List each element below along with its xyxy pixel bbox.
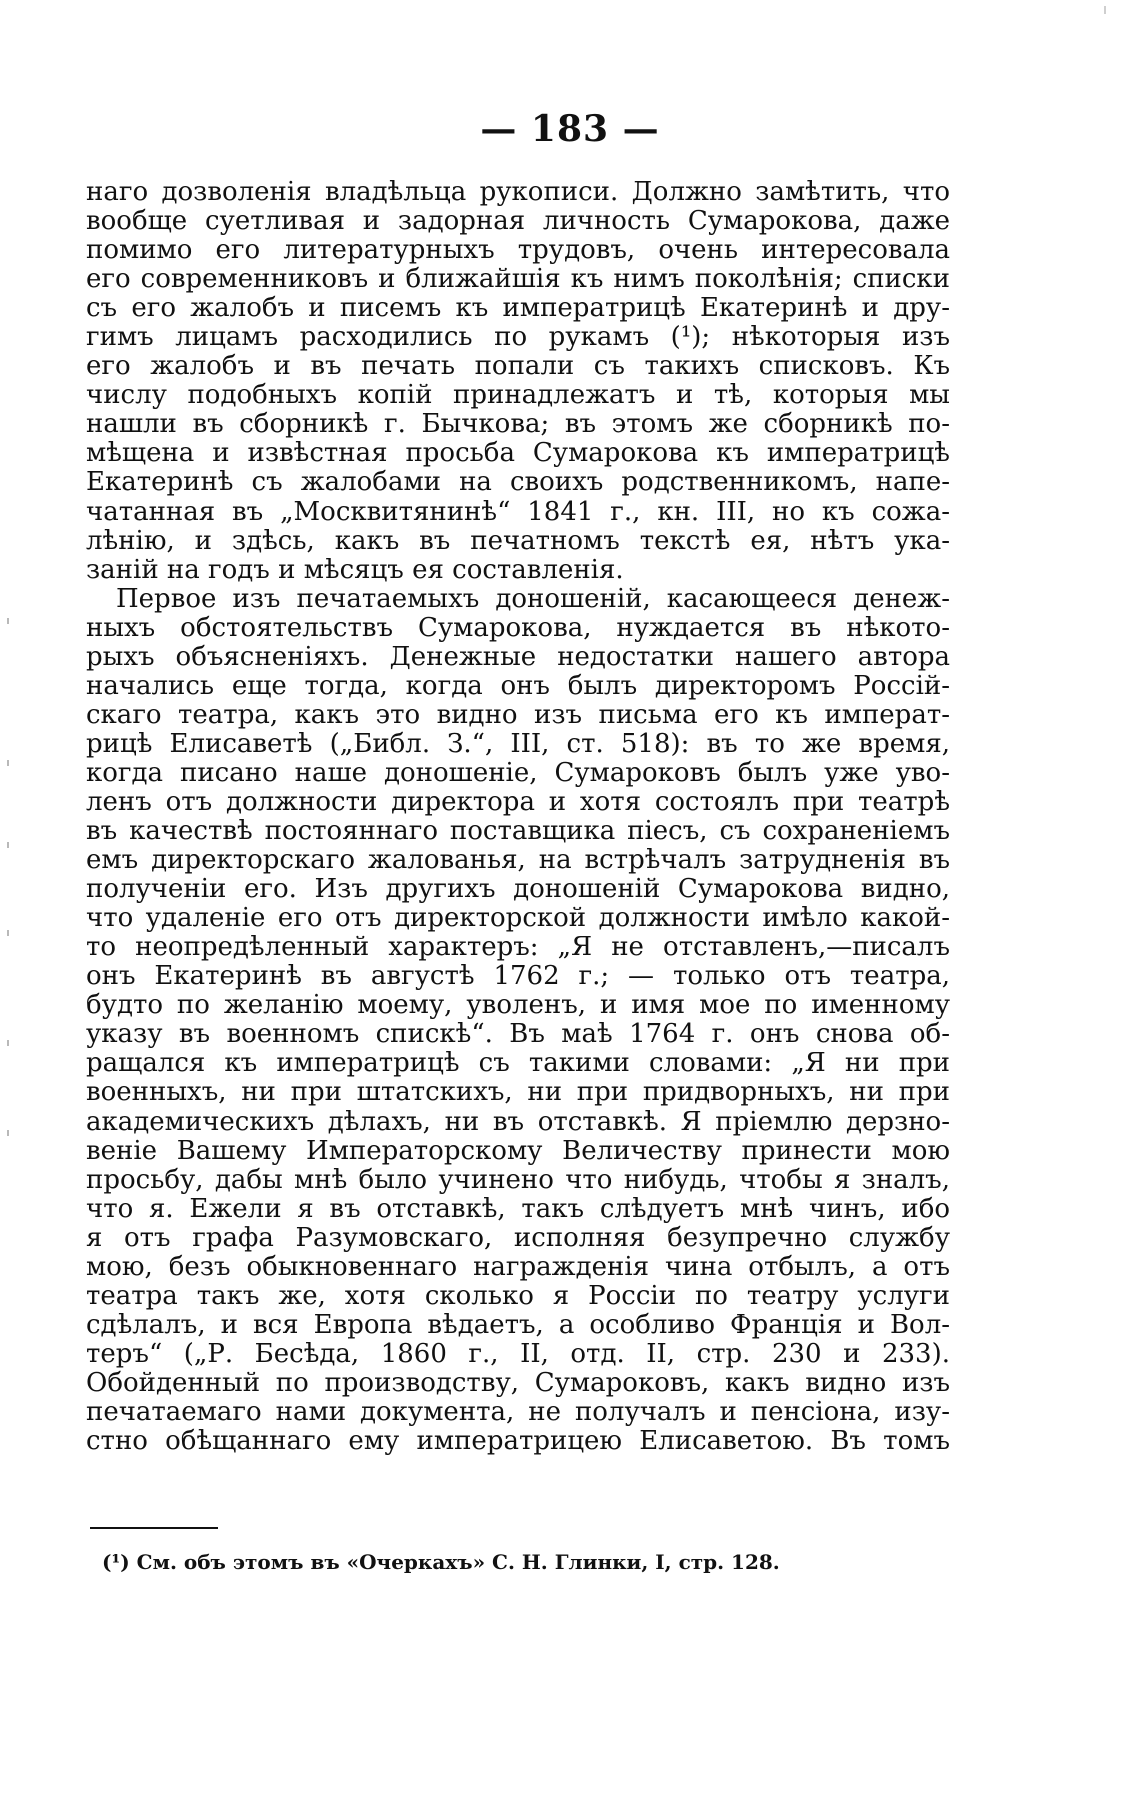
text-line: просьбу, дабы мнѣ было учинено что нибудь, чтобы я зналъ, [86, 1165, 950, 1195]
page-number: — 183 — [480, 108, 660, 150]
text-line: скаго театра, какъ это видно изъ письма его къ императ- [86, 700, 950, 730]
text-line: то неопредѣленный характеръ: „Я не отставленъ,—писалъ [86, 933, 950, 963]
text-line: ленъ отъ должности директора и хотя состоялъ при театрѣ [86, 787, 950, 817]
text-line: заній на годъ и мѣсяцъ ея составленія. [86, 555, 624, 585]
text-line: онъ Екатеринѣ въ августѣ 1762 г.; — только отъ театра, [86, 962, 950, 992]
text-line: военныхъ, ни при штатскихъ, ни при придворныхъ, ни при [86, 1078, 950, 1108]
text-line: рыхъ объясненіяхъ. Денежные недостатки нашего автора [86, 642, 950, 672]
scan-mark [1104, 6, 1106, 14]
text-line: академическихъ дѣлахъ, ни въ отставкѣ. Я пріемлю дерзно- [86, 1107, 950, 1137]
footnote-divider [90, 1527, 218, 1529]
text-line: ращался къ императрицѣ съ такими словами: „Я ни при [86, 1049, 950, 1079]
text-line: его жалобъ и въ печать попали съ такихъ списковъ. Къ [86, 352, 950, 382]
text-line: начались еще тогда, когда онъ былъ директоромъ Россій- [86, 671, 950, 701]
text-line: числу подобныхъ копій принадлежатъ и тѣ, которыя мы [86, 381, 950, 411]
text-line: я отъ графа Разумовскаго, исполняя безупречно службу [86, 1223, 950, 1253]
text-line: когда писано наше доношеніе, Сумароковъ былъ уже уво- [86, 758, 950, 788]
scan-mark [7, 1130, 9, 1136]
body-text [86, 178, 950, 1456]
text-line: мѣщена и извѣстная просьба Сумарокова къ императрицѣ [86, 439, 950, 469]
text-line: сдѣлалъ, и вся Европа вѣдаетъ, а особливо Франція и Вол- [86, 1310, 950, 1340]
text-line: гимъ лицамъ расходились по рукамъ (¹); нѣкоторыя изъ [86, 323, 950, 353]
text-line: съ его жалобъ и писемъ къ императрицѣ Екатеринѣ и дру- [86, 294, 950, 324]
text-line: печатаемаго нами документа, не получалъ и пенсіона, изу- [86, 1397, 950, 1427]
text-line: указу въ военномъ спискѣ“. Въ маѣ 1764 г. онъ снова об- [86, 1020, 950, 1050]
text-line: емъ директорскаго жалованья, на встрѣчалъ затрудненія въ [86, 846, 950, 876]
text-line: наго дозволенія владѣльца рукописи. Должно замѣтить, что [86, 178, 950, 207]
text-line: ныхъ обстоятельствъ Сумарокова, нуждается въ нѣкото- [86, 613, 950, 643]
text-line: мою, безъ обыкновеннаго награжденія чина отбылъ, а отъ [86, 1252, 950, 1282]
text-line: веніе Вашему Императорскому Величеству принести мою [86, 1136, 950, 1166]
text-line: нашли въ сборникѣ г. Бычкова; въ этомъ же сборникѣ по- [86, 410, 950, 440]
text-line: рицѣ Елисаветѣ („Библ. З.“, III, ст. 518): въ то же время, [86, 729, 950, 759]
text-line: что я. Ежели я въ отставкѣ, такъ слѣдуетъ мнѣ чинъ, ибо [86, 1194, 950, 1224]
text-line: Екатеринѣ съ жалобами на своихъ родственникомъ, напе- [86, 468, 950, 498]
scan-mark [7, 618, 9, 624]
text-line: теръ“ („Р. Бесѣда, 1860 г., II, отд. II, стр. 230 и 233). [86, 1339, 950, 1369]
text-line: будто по желанію моему, уволенъ, и имя мое по именному [86, 991, 950, 1021]
text-line: Обойденный по производству, Сумароковъ, какъ видно изъ [86, 1368, 950, 1398]
scan-mark [7, 842, 9, 848]
text-line: Первое изъ печатаемыхъ доношеній, касающееся денеж- [116, 584, 950, 614]
scan-mark [7, 930, 9, 936]
text-line: въ качествѣ постояннаго поставщика піесъ, съ сохраненіемъ [86, 817, 950, 847]
text-line: что удаленіе его отъ директорской должности имѣло какой- [86, 904, 950, 934]
text-line: лѣнію, и здѣсь, какъ въ печатномъ текстѣ ея, нѣтъ ука- [86, 526, 950, 556]
text-line: чатанная въ „Москвитянинѣ“ 1841 г., кн. III, но къ сожа- [86, 497, 950, 527]
scan-mark [7, 1040, 9, 1046]
text-line: театра такъ же, хотя сколько я Россіи по театру услуги [86, 1281, 950, 1311]
text-line: его современниковъ и ближайшія къ нимъ поколѣнія; списки [86, 265, 950, 295]
text-line: полученіи его. Изъ другихъ доношеній Сумарокова видно, [86, 875, 950, 905]
scan-mark [7, 760, 9, 766]
footnote: (¹) См. объ этомъ въ «Очеркахъ» С. Н. Глинки, I, стр. 128. [102, 1550, 780, 1574]
text-line: вообще суетливая и задорная личность Сумарокова, даже [86, 207, 950, 237]
text-line: стно обѣщаннаго ему императрицею Елисаветою. Въ томъ [86, 1427, 950, 1457]
text-line: помимо его литературныхъ трудовъ, очень интересовала [86, 236, 950, 266]
